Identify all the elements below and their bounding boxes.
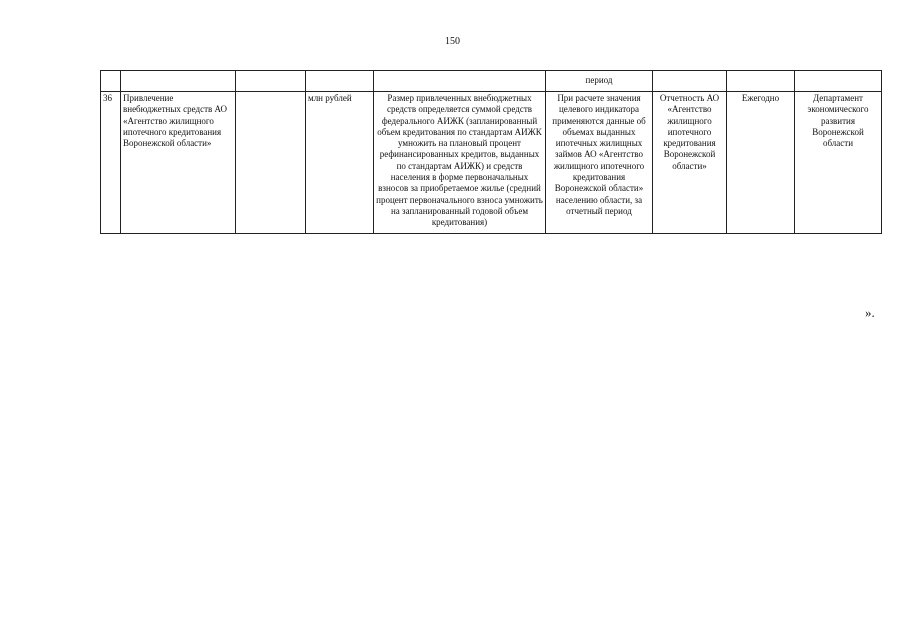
- frequency: Ежегодно: [727, 92, 795, 234]
- cell-description: [374, 71, 546, 92]
- blank-cell: [236, 92, 306, 234]
- calculation-method: При расчете значения целевого индикатора применяются данные об объемах выданных ипотечных жилищных займов АО «Агентство жилищного ипотечного кредитования Воронежской области» населению области, за отчетный период: [546, 92, 653, 234]
- cell-blank: [236, 71, 306, 92]
- closing-quote-mark: ».: [865, 305, 875, 320]
- table-continuation-row: [101, 71, 882, 92]
- cell-source: [653, 71, 727, 92]
- page-number: 150: [445, 36, 460, 47]
- data-source: Отчетность АО «Агентство жилищного ипотечного кредитования Воронежской области»: [653, 92, 727, 234]
- cell-unit: [306, 71, 374, 92]
- indicator-name: Привлечение внебюджетных средств АО «Агентство жилищного ипотечного кредитования Воронежской области»: [121, 92, 236, 234]
- cell-indicator-name: [121, 71, 236, 92]
- indicator-table: [100, 70, 882, 234]
- cell-frequency: [727, 71, 795, 92]
- cell-calculation: период: [546, 71, 653, 92]
- responsible-body: Департамент экономического развития Воронежской области: [795, 92, 882, 234]
- row-number: 36: [101, 92, 121, 234]
- indicator-description: Размер привлеченных внебюджетных средств определяется суммой средств федерального АИЖК (запланированный объем кредитования по стандартам АИЖК умножить на плановый процент рефинансированных кредитов, выданных по стандартам АИЖК) и средств населения в форме первоначальных взносов за приобретаемое жилье (средний процент первоначального взноса умножить на запланированный годовой объем кредитования): [374, 92, 546, 234]
- cell-number: [101, 71, 121, 92]
- table-row: [101, 92, 882, 234]
- cell-responsible: [795, 71, 882, 92]
- unit-of-measure: млн рублей: [306, 92, 374, 234]
